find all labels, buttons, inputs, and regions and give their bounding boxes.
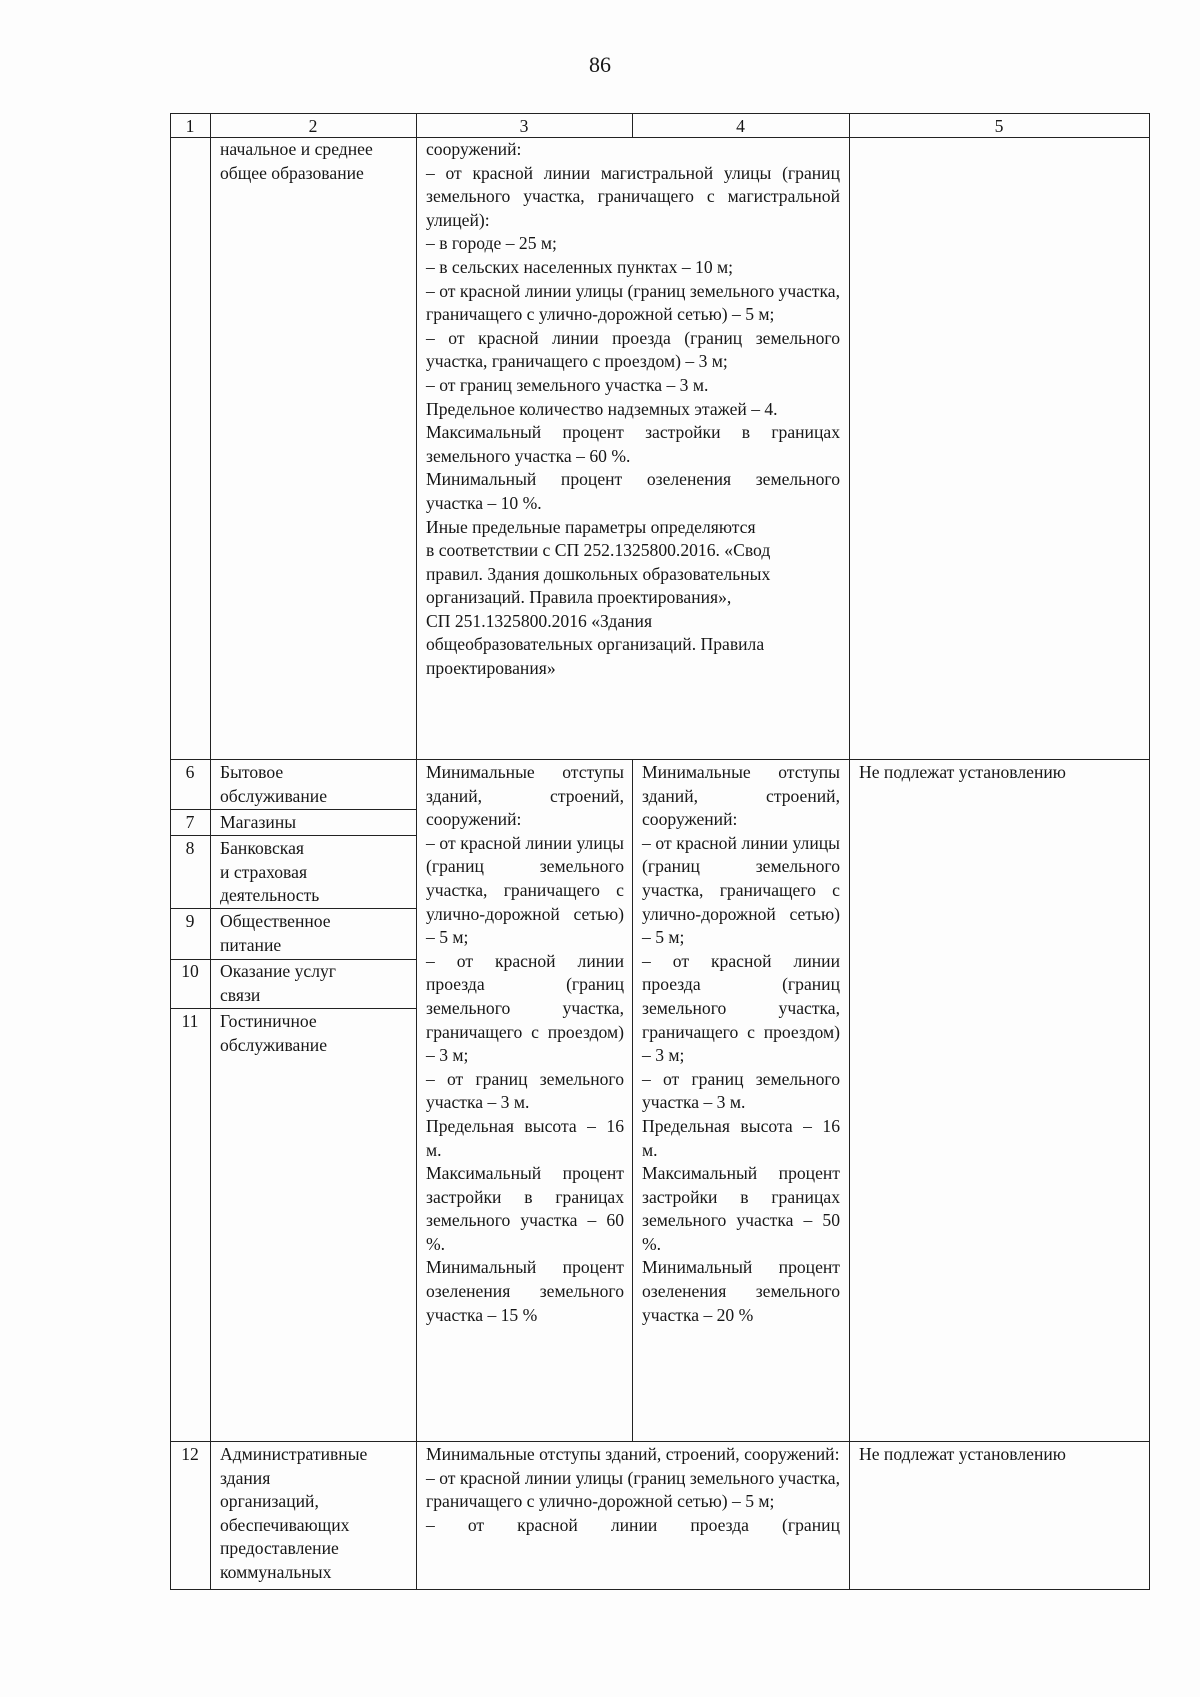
param-text: Максимальный процент застройки в границах земельного участка – 60 %. — [426, 1163, 624, 1254]
name-line: Магазины — [220, 812, 297, 832]
param-text: Максимальный процент застройки в границах земельного участка – 50 %. — [642, 1163, 840, 1254]
header-cell-5: 5 — [994, 116, 1004, 136]
row-divider-7 — [170, 835, 416, 836]
continued-params-cell — [426, 138, 840, 681]
param-text: – от красной линии улицы (границ земельного участка, граничащего с улично-дорожной сетью) – 5 м; — [426, 280, 840, 325]
name-line: Общественное — [220, 911, 331, 931]
param-text: Максимальный процент застройки в границах земельного участка – 60 %. — [426, 422, 840, 466]
param-line: правил. Здания дошкольных образовательных — [426, 563, 771, 584]
row-name-9 — [220, 910, 414, 957]
param-text: – от красной линии улицы (границ земельного участка, граничащего с улично-дорожной сетью) – 5 м; — [426, 832, 624, 948]
row-divider — [170, 1441, 1150, 1442]
name-line: Бытовое — [220, 762, 284, 782]
param-text: Предельное количество надземных этажей – 4. — [426, 398, 778, 419]
row-number-8: 8 — [185, 838, 195, 858]
column-divider — [849, 113, 850, 1590]
row-name-10 — [220, 960, 414, 1007]
group-params-col3 — [426, 761, 624, 1327]
name-line: обеспечивающих — [220, 1514, 350, 1535]
name-line: организаций, — [220, 1491, 319, 1512]
header-cell-1: 1 — [185, 116, 195, 136]
param-text: Предельная высота – 16 м. — [642, 1115, 840, 1160]
row-number-9: 9 — [185, 911, 195, 931]
param-text: Минимальный процент озеленения земельного участка – 15 % — [426, 1257, 624, 1325]
row-divider — [170, 759, 1150, 760]
header-cell-4: 4 — [736, 116, 745, 136]
param-line: проектирования» — [426, 658, 556, 679]
param-text: – в сельских населенных пунктах – 10 м; — [426, 256, 734, 277]
table-right-border — [1149, 113, 1150, 1590]
param-text: Минимальные отступы зданий, строений, сооружений: — [426, 762, 624, 830]
name-line: предоставление — [220, 1538, 339, 1559]
param-text: сооружений: — [426, 139, 522, 159]
row-number-7: 7 — [185, 812, 195, 832]
name-line: общее образование — [220, 162, 364, 183]
row-number-6: 6 — [185, 762, 195, 782]
name-line: и страховая — [220, 861, 308, 882]
name-line: здания — [220, 1467, 271, 1488]
header-cell-3: 3 — [519, 116, 529, 136]
header-cell-2: 2 — [308, 116, 318, 136]
row-name-12 — [220, 1443, 414, 1585]
group-col5: Не подлежат установлению — [859, 762, 1066, 782]
name-line: обслуживание — [220, 1034, 327, 1055]
param-line: организаций. Правила проектирования», — [426, 587, 732, 608]
param-line: в соответствии с СП 252.1325800.2016. «Свод — [426, 540, 771, 561]
row-divider-6 — [170, 809, 416, 810]
param-text: – в городе – 25 м; — [426, 233, 557, 254]
table-bottom-border — [170, 1589, 1150, 1590]
param-text: – от границ земельного участка – 3 м. — [426, 1068, 624, 1113]
page-number: 86 — [589, 52, 611, 77]
name-line: Оказание услуг — [220, 961, 336, 981]
param-text: Минимальные отступы зданий, строений, сооружений: — [426, 1444, 840, 1464]
name-line: начальное и среднее — [220, 139, 373, 159]
name-line: Гостиничное — [220, 1011, 317, 1031]
regulations-table — [170, 113, 1150, 1591]
row-divider-8 — [170, 908, 416, 909]
name-line: Административные — [220, 1444, 368, 1464]
param-text: – от красной линии проезда (границ земельного участка, граничащего с проездом) – 3 м; — [426, 327, 840, 372]
param-text: Минимальный процент озеленения земельного участка – 10 %. — [426, 469, 840, 513]
column-divider — [210, 113, 211, 1590]
group-params-col4 — [642, 761, 840, 1327]
param-text: Предельная высота – 16 м. — [426, 1115, 624, 1160]
param-text: Минимальные отступы зданий, строений, сооружений: — [642, 762, 840, 830]
param-line: Иные предельные параметры определяются — [426, 516, 756, 537]
param-text: – от красной линии улицы (границ земельного участка, граничащего с улично-дорожной сетью) – 5 м; — [642, 832, 840, 948]
name-line: связи — [220, 984, 261, 1005]
param-text: – от красной линии проезда (границ земельного участка, граничащего с проездом) – 3 м; — [426, 950, 624, 1066]
row-name-8 — [220, 837, 414, 908]
param-text: – от границ земельного участка – 3 м. — [426, 374, 709, 395]
param-text: – от границ земельного участка – 3 м. — [642, 1068, 840, 1113]
param-text: – от красной линии улицы (границ земельного участка, граничащего с улично-дорожной сетью) – 5 м; — [426, 1467, 840, 1512]
name-line: коммунальных — [220, 1561, 332, 1582]
continued-name-cell — [220, 138, 414, 185]
column-divider — [632, 759, 633, 1442]
row-name-11 — [220, 1010, 414, 1057]
param-line: общеобразовательных организаций. Правила — [426, 634, 765, 655]
row12-col5: Не подлежат установлению — [859, 1444, 1066, 1464]
param-line: СП 251.1325800.2016 «Здания — [426, 610, 653, 631]
name-line: питание — [220, 934, 282, 955]
param-text: – от красной линии проезда (границ земельного участка, граничащего с проездом) – 3 м; — [642, 950, 840, 1066]
param-text: – от красной линии магистральной улицы (границ земельного участка, граничащего с магистральной улицей): — [426, 162, 840, 230]
param-text: – от красной линии проезда (границ — [426, 1514, 840, 1535]
column-divider — [416, 113, 417, 1590]
row-number-10: 10 — [181, 961, 199, 981]
name-line: Банковская — [220, 838, 304, 858]
param-text-block — [426, 516, 840, 681]
row-divider-10 — [170, 1008, 416, 1009]
row-name-6 — [220, 761, 414, 808]
table-top-border — [170, 113, 1150, 114]
name-line: деятельность — [220, 885, 320, 906]
row-number-12: 12 — [181, 1444, 199, 1464]
row-number-11: 11 — [181, 1011, 199, 1031]
param-text: Минимальный процент озеленения земельного участка – 20 % — [642, 1257, 840, 1325]
row12-params — [426, 1443, 840, 1537]
name-line: обслуживание — [220, 785, 327, 806]
row-name-7 — [220, 811, 414, 835]
